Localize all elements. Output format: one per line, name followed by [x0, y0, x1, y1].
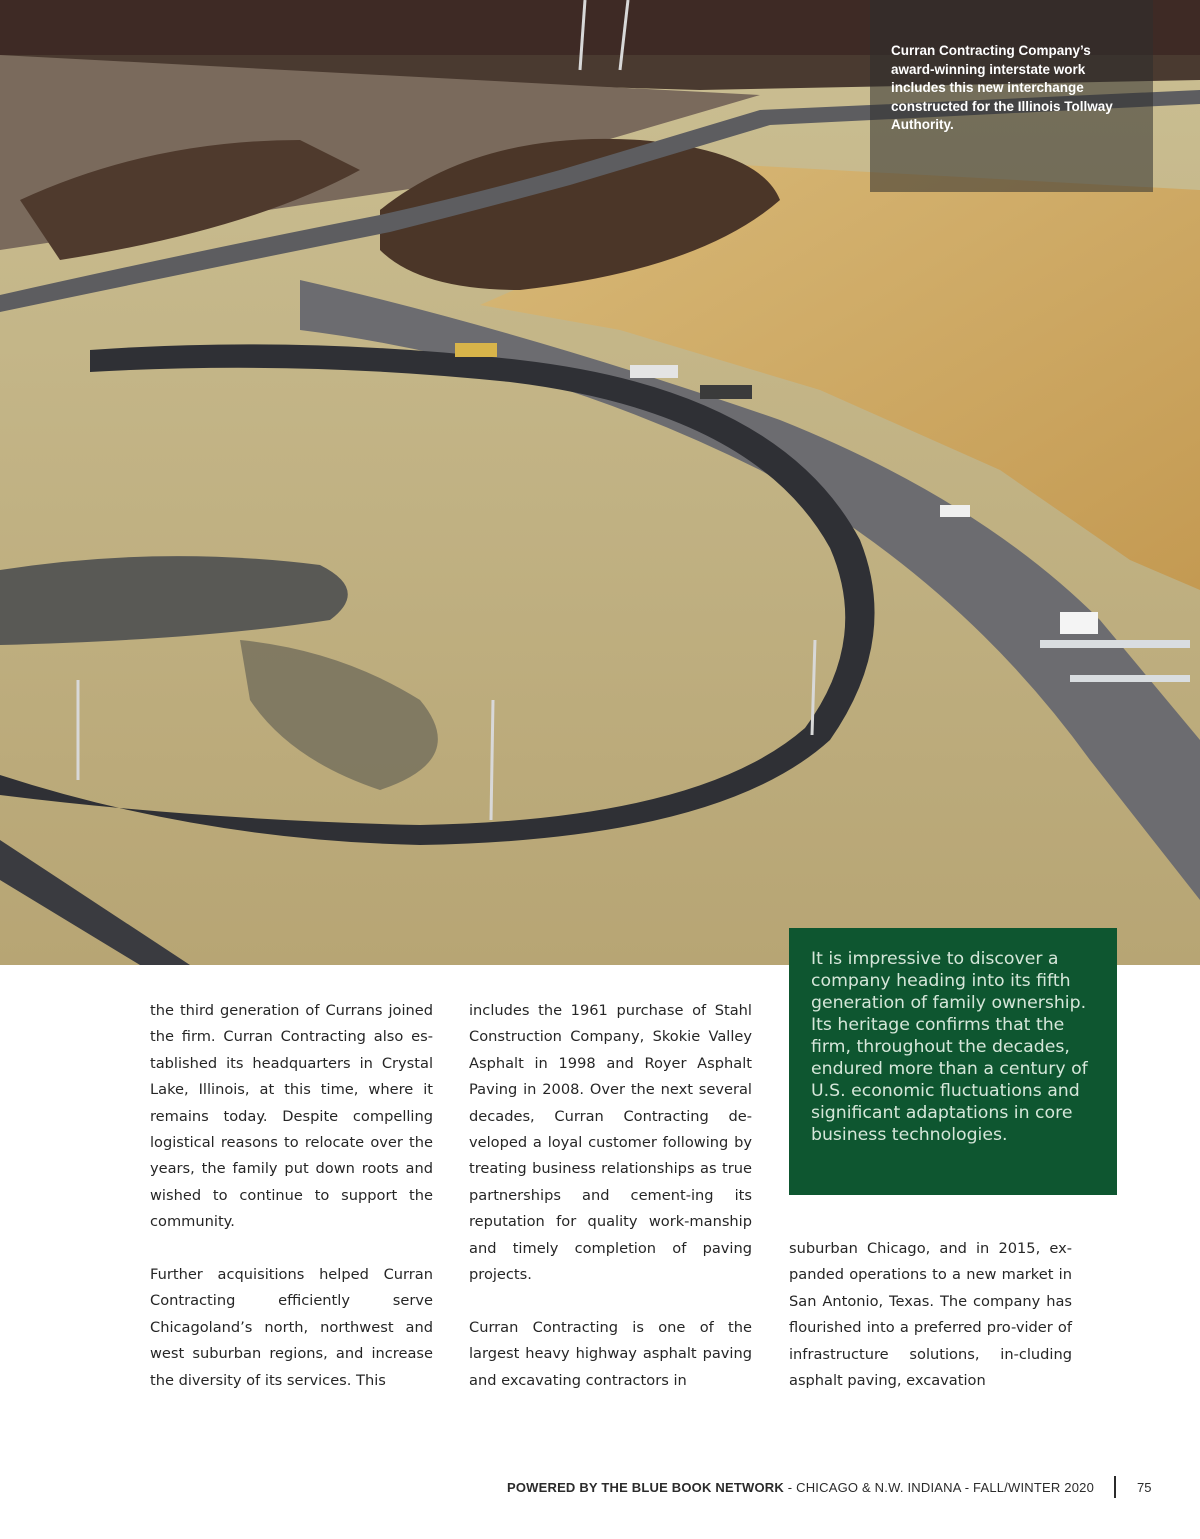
page-number: 75: [1137, 1480, 1152, 1495]
paragraph: Curran Contracting is one of the largest heavy highway asphalt paving and excavating contractors in: [469, 1318, 752, 1389]
pull-quote-box: [789, 928, 1117, 1195]
footer-publication: POWERED BY THE BLUE BOOK NETWORK: [506, 1480, 784, 1495]
article-column-3: [789, 1236, 1072, 1394]
article-column-1: [150, 998, 433, 1394]
paragraph: includes the 1961 purchase of Stahl Construction Company, Skokie Valley Asphalt in 1998 and Royer Asphalt Paving in 2008. Over the next several decades, Curran Contracting de-veloped a loyal customer following by treating business relationships as true partnerships and cement-ing its reputation for quality work-manship and timely completion of paving projects.: [469, 1002, 752, 1284]
article-column-2: [469, 998, 752, 1394]
page-footer: [0, 1476, 1200, 1500]
footer-divider: [1114, 1476, 1116, 1498]
pull-quote-text: It is impressive to discover a company heading into its fifth generation of family ownership. Its heritage confirms that the firm, throughout the decades, endured more than a century of U.S. economic fluctuations and significant adaptations in core business technologies.: [811, 949, 1088, 1145]
paragraph: Further acquisitions helped Curran Contracting efficiently serve Chicagoland’s north, northwest and west suburban regions, and increase the diversity of its services. This: [150, 1266, 433, 1389]
footer-publication-line: [507, 1480, 1094, 1495]
photo-caption: Curran Contracting Company’s award-winning interstate work includes this new interchange constructed for the Illinois Tollway Authority.: [891, 43, 1113, 132]
paragraph: suburban Chicago, and in 2015, ex-panded operations to a new market in San Antonio, Texas. The company has flourished into a preferred pro-vider of infrastructure solutions, in-cluding asphalt paving, excavation: [789, 1240, 1072, 1390]
footer-edition: - CHICAGO & N.W. INDIANA - FALL/WINTER 2020: [783, 1480, 1094, 1495]
paragraph: the third generation of Currans joined the firm. Curran Contracting also es-tablished its headquarters in Crystal Lake, Illinois, at this time, where it remains today. Despite compelling logistical reasons to relocate over the years, the family put down roots and wished to continue to support the community.: [150, 1002, 433, 1231]
photo-caption-box: [870, 0, 1153, 192]
